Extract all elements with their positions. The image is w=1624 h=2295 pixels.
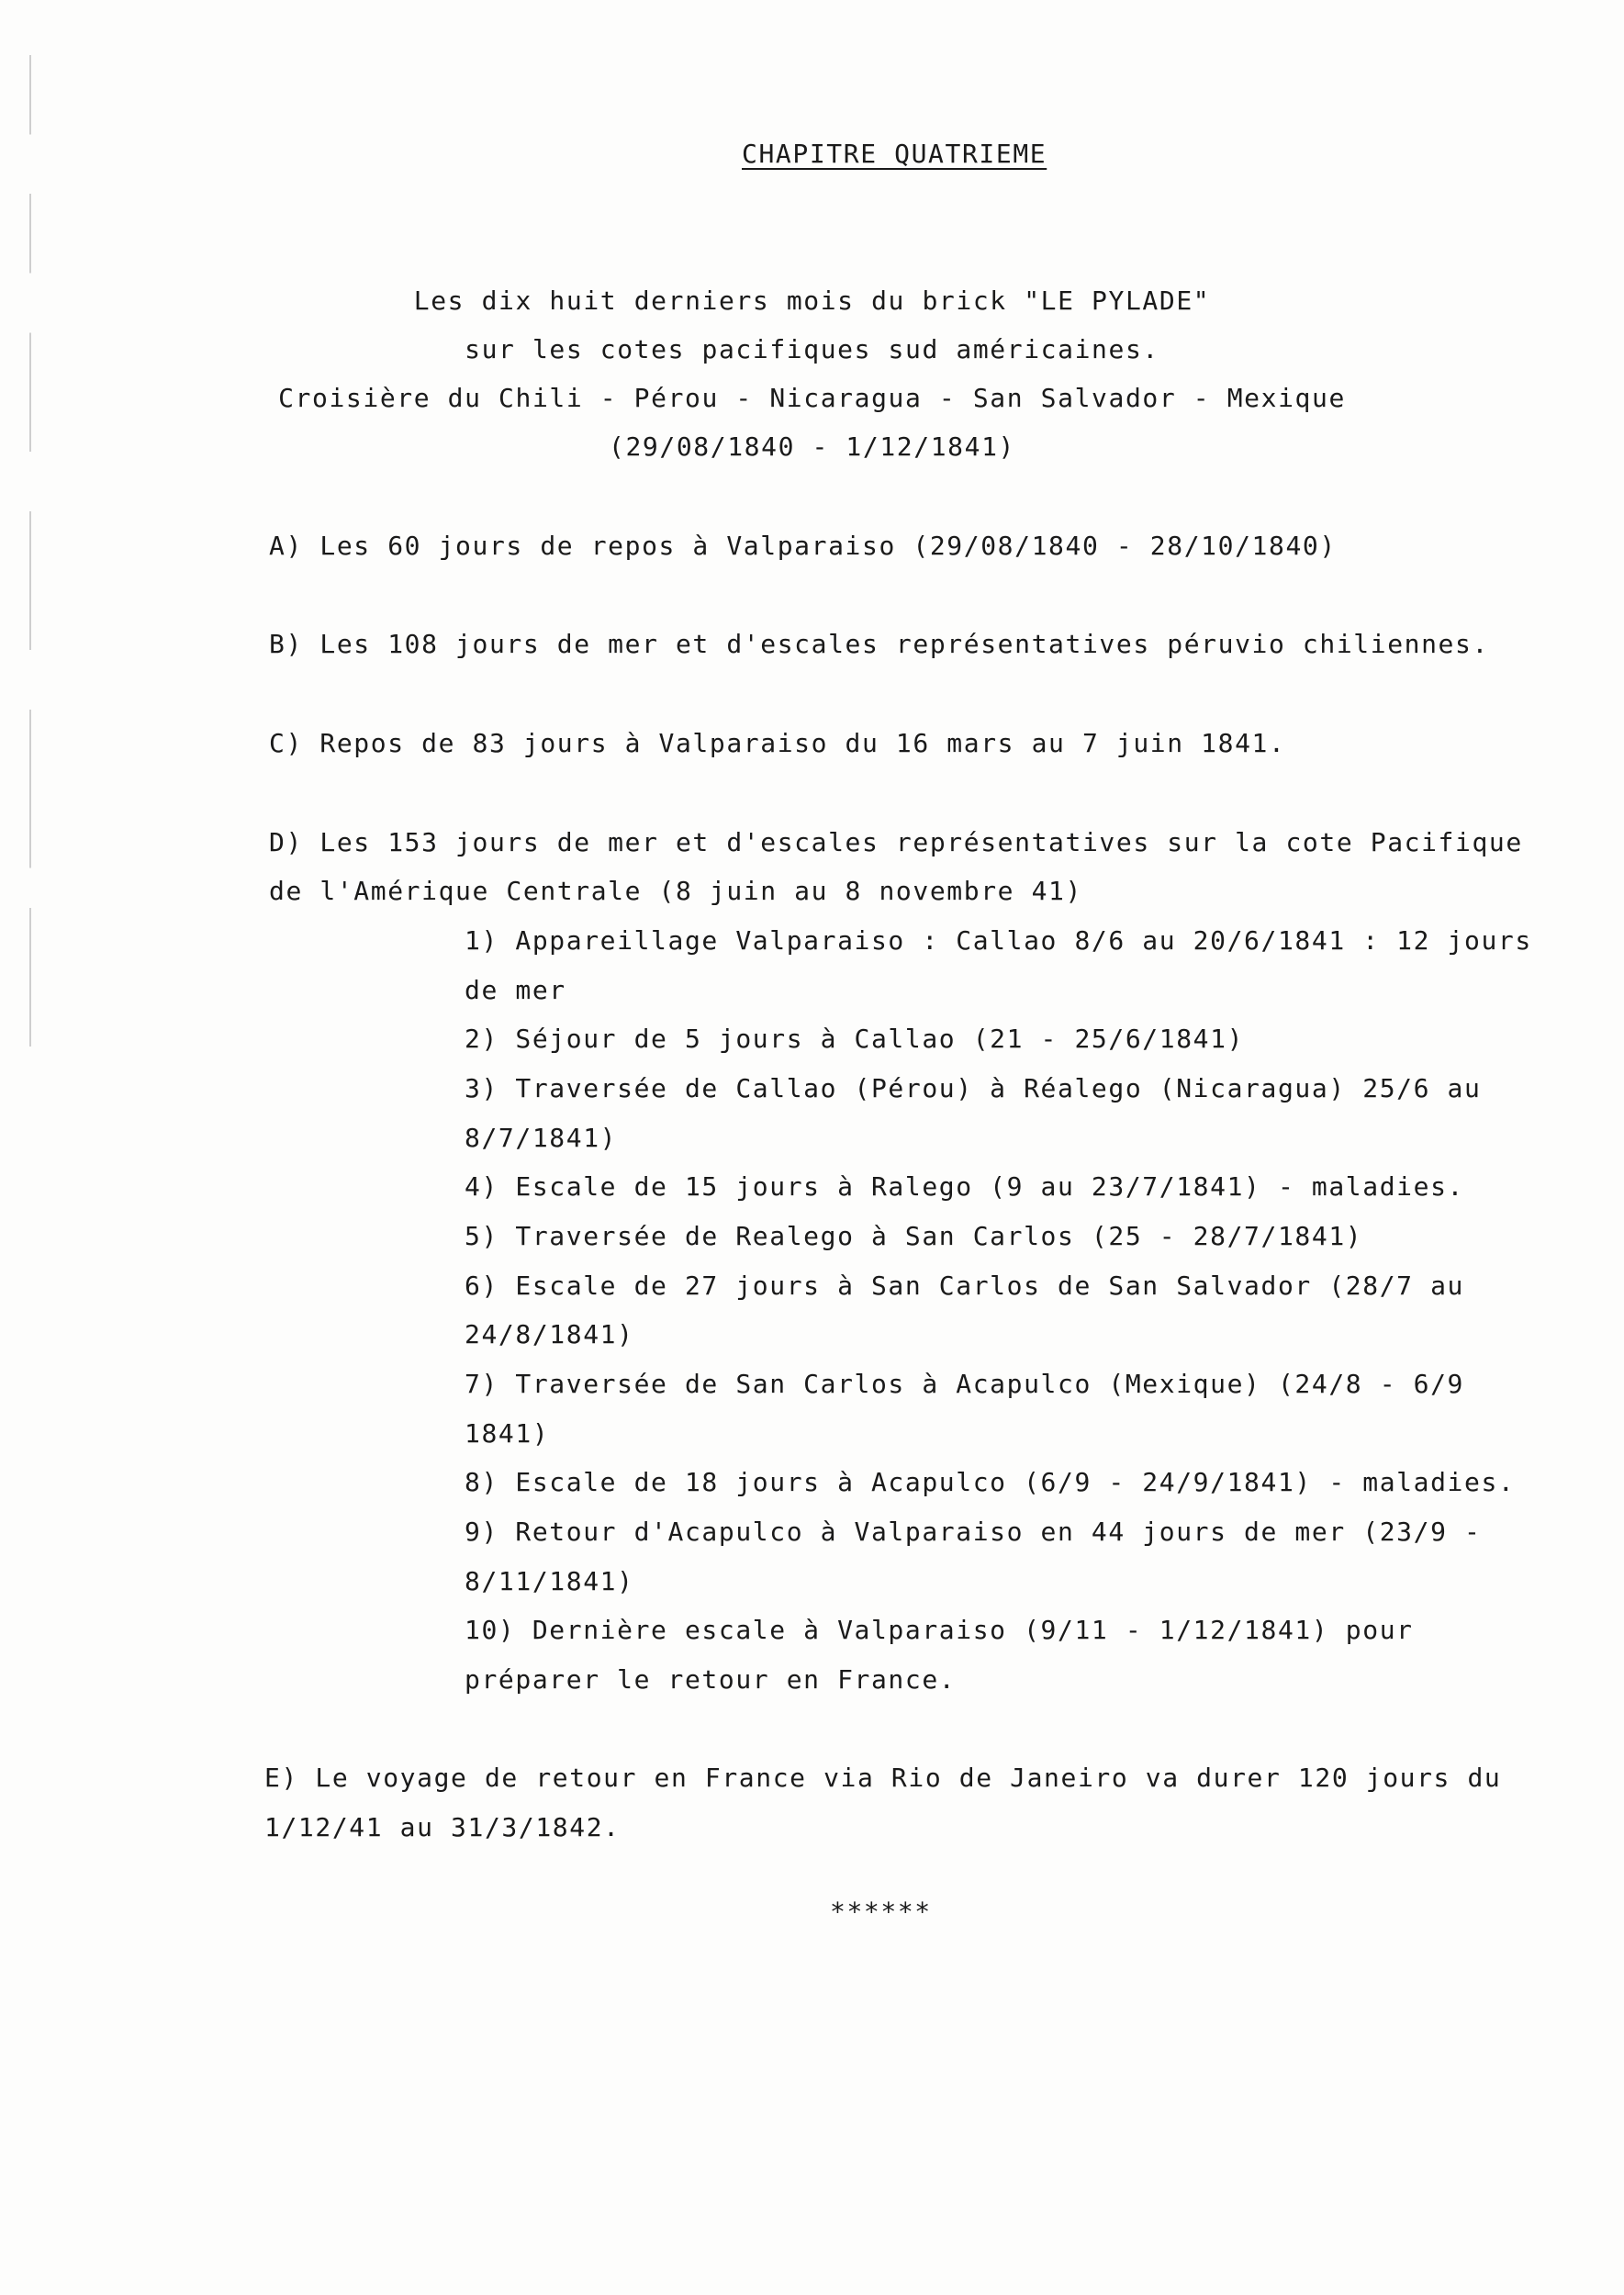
list-item: 8/7/1841) bbox=[465, 1123, 618, 1153]
section-c: C) Repos de 83 jours à Valparaiso du 16 mars au 7 juin 1841. bbox=[269, 728, 1286, 758]
list-item: 24/8/1841) bbox=[465, 1319, 634, 1349]
binding-margin-marks bbox=[29, 55, 31, 1047]
subtitle-line-3: Croisière du Chili - Pérou - Nicaragua - San Salvador - Mexique bbox=[278, 383, 1346, 413]
list-item: 1841) bbox=[465, 1418, 550, 1449]
list-item: préparer le retour en France. bbox=[465, 1664, 957, 1695]
list-item: 3) Traversée de Callao (Pérou) à Réalego (Nicaragua) 25/6 au bbox=[465, 1073, 1482, 1103]
list-item: de mer bbox=[465, 975, 566, 1005]
end-mark: ****** bbox=[830, 1897, 932, 1927]
section-d-line-1: D) Les 153 jours de mer et d'escales représentatives sur la cote Pacifique bbox=[269, 827, 1523, 857]
list-item: 1) Appareillage Valparaiso : Callao 8/6 au 20/6/1841 : 12 jours bbox=[465, 925, 1532, 956]
list-item: 8/11/1841) bbox=[465, 1566, 634, 1596]
list-item: 4) Escale de 15 jours à Ralego (9 au 23/7/1841) - maladies. bbox=[465, 1171, 1464, 1202]
list-item: 10) Dernière escale à Valparaiso (9/11 - 1/12/1841) pour bbox=[465, 1615, 1414, 1645]
section-a: A) Les 60 jours de repos à Valparaiso (29/08/1840 - 28/10/1840) bbox=[269, 531, 1337, 561]
list-item: 5) Traversée de Realego à San Carlos (25 - 28/7/1841) bbox=[465, 1221, 1363, 1251]
list-item: 9) Retour d'Acapulco à Valparaiso en 44 jours de mer (23/9 - bbox=[465, 1517, 1482, 1547]
chapter-title: CHAPITRE QUATRIEME bbox=[742, 139, 1047, 169]
list-item: 2) Séjour de 5 jours à Callao (21 - 25/6/1841) bbox=[465, 1024, 1245, 1054]
list-item: 8) Escale de 18 jours à Acapulco (6/9 - 24/9/1841) - maladies. bbox=[465, 1467, 1516, 1497]
list-item: 6) Escale de 27 jours à San Carlos de San Salvador (28/7 au bbox=[465, 1271, 1464, 1301]
section-e-line-1: E) Le voyage de retour en France via Rio de Janeiro va durer 120 jours du bbox=[264, 1763, 1502, 1793]
section-b: B) Les 108 jours de mer et d'escales représentatives péruvio chiliennes. bbox=[269, 629, 1489, 659]
subtitle-line-4: (29/08/1840 - 1/12/1841) bbox=[609, 431, 1015, 462]
subtitle-line-2: sur les cotes pacifiques sud américaines. bbox=[465, 334, 1159, 364]
subtitle-line-1: Les dix huit derniers mois du brick "LE PYLADE" bbox=[413, 285, 1211, 316]
section-e-line-2: 1/12/41 au 31/3/1842. bbox=[264, 1812, 621, 1842]
list-item: 7) Traversée de San Carlos à Acapulco (Mexique) (24/8 - 6/9 bbox=[465, 1369, 1464, 1399]
section-d-line-2: de l'Amérique Centrale (8 juin au 8 novembre 41) bbox=[269, 876, 1082, 906]
